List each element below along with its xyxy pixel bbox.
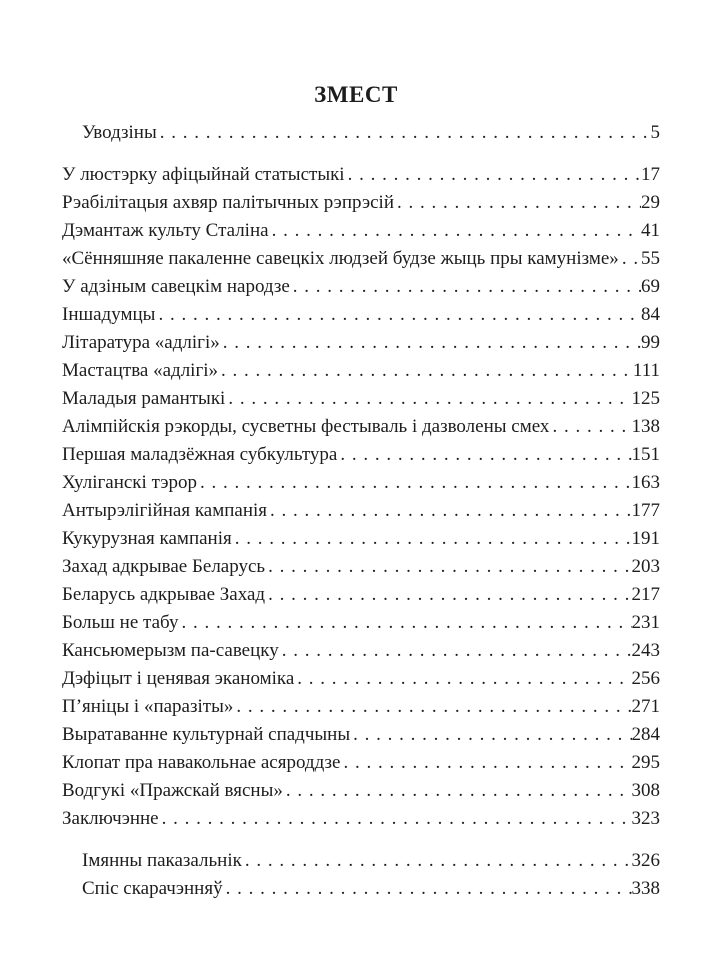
toc-entry-title: Клопат пра навакольнае асяроддзе: [62, 752, 341, 773]
toc-entry: [62, 385, 660, 413]
dot-leader-icon: [232, 525, 632, 553]
toc-section: [62, 119, 660, 147]
toc-entry: [62, 749, 660, 777]
toc-entry-title: Мастацтва «адлігі»: [62, 360, 219, 381]
dot-leader-icon: [265, 553, 631, 581]
dot-leader-icon: [265, 581, 631, 609]
toc-entry-page-number: 177: [631, 500, 660, 521]
toc-entry-title: Больш не табу: [62, 612, 179, 633]
dot-leader-icon: [294, 665, 631, 693]
toc-entry-title: У люстэрку афіцыйнай статыстыкі: [62, 164, 345, 185]
toc-entry: [62, 581, 660, 609]
toc-entry-title: Беларусь адкрывае Захад: [62, 584, 266, 605]
dot-leader-icon: [157, 119, 651, 147]
toc-entry-title: Спіс скарачэнняў: [82, 878, 223, 899]
dot-leader-icon: [220, 329, 641, 357]
toc-entry-title: Водгукі «Пражскай вясны»: [62, 780, 283, 801]
toc-entry-page-number: 99: [641, 332, 660, 353]
toc-entry-page-number: 41: [641, 220, 660, 241]
toc-entry-page-number: 338: [631, 878, 660, 899]
toc-entry-page-number: 231: [631, 612, 660, 633]
toc-entry-title: Імянны паказальнік: [82, 850, 242, 871]
toc-entry-page-number: 84: [641, 304, 660, 325]
toc-entry-page-number: 295: [631, 752, 660, 773]
toc-entries: [62, 119, 660, 903]
toc-entry: [62, 189, 660, 217]
toc-entry-page-number: 111: [632, 360, 660, 381]
toc-entry: [62, 805, 660, 833]
toc-entry: [62, 301, 660, 329]
dot-leader-icon: [242, 847, 632, 875]
toc-entry-title: Алімпійскія рэкорды, сусветны фестываль і дазволены смех: [62, 416, 550, 437]
toc-entry-page-number: 256: [631, 668, 660, 689]
toc-entry-title: Іншадумцы: [62, 304, 156, 325]
toc-entry-title: Літаратура «адлігі»: [62, 332, 220, 353]
toc-entry: [62, 665, 660, 693]
dot-leader-icon: [155, 301, 641, 329]
toc-entry: [62, 525, 660, 553]
toc-entry-page-number: 138: [631, 416, 660, 437]
toc-entry-page-number: 69: [641, 276, 660, 297]
dot-leader-icon: [549, 413, 631, 441]
toc-entry: [62, 357, 660, 385]
toc-entry: [62, 119, 660, 147]
toc-entry-page-number: 326: [631, 850, 660, 871]
toc-entry-title: Дэфіцыт і ценявая эканоміка: [62, 668, 295, 689]
toc-entry: [62, 875, 660, 903]
toc-entry-title: Антырэлігійная кампанія: [62, 500, 268, 521]
dot-leader-icon: [269, 217, 641, 245]
dot-leader-icon: [197, 469, 632, 497]
toc-section: [62, 847, 660, 903]
toc-entry: [62, 721, 660, 749]
toc-entry: [62, 273, 660, 301]
toc-entry: [62, 497, 660, 525]
toc-entry: [62, 469, 660, 497]
dot-leader-icon: [267, 497, 631, 525]
toc-entry-page-number: 55: [641, 248, 660, 269]
toc-entry: [62, 441, 660, 469]
toc-entry: [62, 553, 660, 581]
dot-leader-icon: [279, 637, 632, 665]
toc-entry-page-number: 323: [631, 808, 660, 829]
toc-entry-page-number: 151: [631, 444, 660, 465]
toc-entry-title: Рэабілітацыя ахвяр палітычных рэпрэсій: [62, 192, 395, 213]
toc-entry-title: Дэмантаж культу Сталіна: [62, 220, 269, 241]
toc-entry: [62, 245, 660, 273]
toc-entry: [62, 777, 660, 805]
dot-leader-icon: [350, 721, 631, 749]
toc-entry-title: Першая маладзёжная субкультура: [62, 444, 338, 465]
dot-leader-icon: [394, 189, 641, 217]
toc-entry: [62, 161, 660, 189]
toc-entry-page-number: 203: [631, 556, 660, 577]
toc-entry-title: Кансьюмерызм па-савецку: [62, 640, 279, 661]
dot-leader-icon: [290, 273, 641, 301]
toc-entry: [62, 637, 660, 665]
toc-entry-title: Уводзіны: [82, 122, 157, 143]
toc-entry-title: Выратаванне культурнай спадчыны: [62, 724, 351, 745]
dot-leader-icon: [345, 161, 641, 189]
toc-entry-page-number: 5: [650, 122, 660, 143]
dot-leader-icon: [218, 357, 633, 385]
toc-entry: [62, 217, 660, 245]
dot-leader-icon: [159, 805, 632, 833]
toc-entry-title: П’яніцы і «паразіты»: [62, 696, 234, 717]
dot-leader-icon: [619, 245, 641, 273]
toc-entry: [62, 847, 660, 875]
toc-entry-page-number: 217: [631, 584, 660, 605]
toc-section: [62, 161, 660, 833]
toc-entry-page-number: 271: [631, 696, 660, 717]
toc-entry-title: Кукурузная кампанія: [62, 528, 232, 549]
toc-entry-title: Заключэнне: [62, 808, 159, 829]
dot-leader-icon: [340, 749, 631, 777]
toc-entry-page-number: 29: [641, 192, 660, 213]
toc-entry: [62, 329, 660, 357]
toc-entry-page-number: 163: [631, 472, 660, 493]
dot-leader-icon: [223, 875, 632, 903]
toc-entry-title: Маладыя рамантыкі: [62, 388, 226, 409]
toc-entry-title: «Сённяшняе пакаленне савецкіх людзей будзе жыць пры камунізме»: [62, 248, 619, 269]
toc-entry-title: Захад адкрывае Беларусь: [62, 556, 266, 577]
dot-leader-icon: [283, 777, 632, 805]
toc-entry: [62, 609, 660, 637]
toc-entry-page-number: 17: [641, 164, 660, 185]
toc-entry-title: Хуліганскі тэрор: [62, 472, 197, 493]
toc-entry-page-number: 191: [631, 528, 660, 549]
toc-entry-page-number: 243: [631, 640, 660, 661]
dot-leader-icon: [233, 693, 631, 721]
dot-leader-icon: [178, 609, 631, 637]
toc-entry-page-number: 284: [631, 724, 660, 745]
toc-entry: [62, 693, 660, 721]
toc-entry-page-number: 308: [631, 780, 660, 801]
dot-leader-icon: [225, 385, 631, 413]
toc-entry: [62, 413, 660, 441]
toc-entry-title: У адзіным савецкім народзе: [62, 276, 290, 297]
page-title: ЗМЕСТ: [314, 82, 398, 107]
toc-entry-page-number: 125: [631, 388, 660, 409]
dot-leader-icon: [337, 441, 631, 469]
